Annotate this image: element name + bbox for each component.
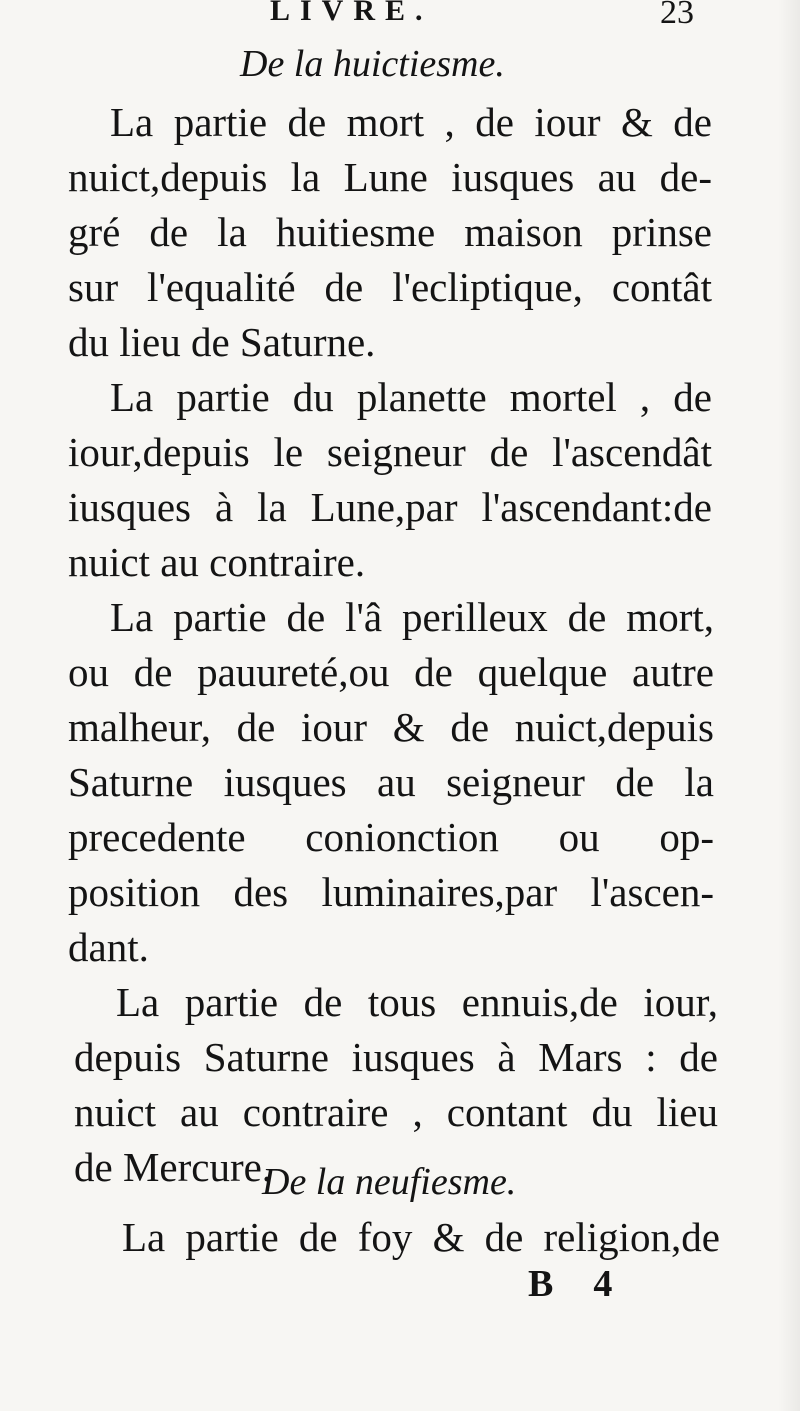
text-line: precedente conionction ou op-: [68, 814, 714, 860]
text-line: nuict au contraire , contant du lieu: [74, 1089, 718, 1135]
text-line: position des luminaires,par l'ascen-: [68, 869, 714, 915]
text-line: La partie du planette mortel , de: [110, 374, 712, 420]
signature-number: 4: [593, 1263, 613, 1305]
text-line: sur l'equalité de l'ecliptique, contât: [68, 264, 712, 310]
signature-letter: B: [528, 1263, 554, 1305]
text-line: du lieu de Saturne.: [68, 319, 376, 365]
text-line: depuis Saturne iusques à Mars : de: [74, 1034, 718, 1080]
page-edge-shadow: [778, 0, 800, 1411]
signature-mark: [528, 1262, 652, 1306]
page-number: 23: [660, 0, 694, 31]
text-line: La partie de foy & de religion,de: [122, 1214, 720, 1260]
text-line: nuict,depuis la Lune iusques au de-: [68, 154, 712, 200]
text-line: ou de pauureté,ou de quelque autre: [68, 649, 714, 695]
section-heading: De la neufiesme.: [262, 1161, 517, 1203]
section-heading: De la huictiesme.: [240, 43, 505, 85]
text-line: malheur, de iour & de nuict,depuis: [68, 704, 714, 750]
text-line: gré de la huitiesme maison prinse: [68, 209, 712, 255]
text-line: de Mercure.: [74, 1144, 273, 1190]
text-line: Saturne iusques au seigneur de la: [68, 759, 714, 805]
text-line: iour,depuis le seigneur de l'ascendât: [68, 429, 712, 475]
text-line: iusques à la Lune,par l'ascendant:de: [68, 484, 712, 530]
text-line: nuict au contraire.: [68, 539, 366, 585]
running-title: LIVRE.: [270, 0, 433, 27]
text-line: La partie de mort , de iour & de: [110, 99, 712, 145]
text-line: La partie de l'â perilleux de mort,: [110, 594, 714, 640]
text-line: La partie de tous ennuis,de iour,: [116, 979, 718, 1025]
text-line: dant.: [68, 924, 149, 970]
